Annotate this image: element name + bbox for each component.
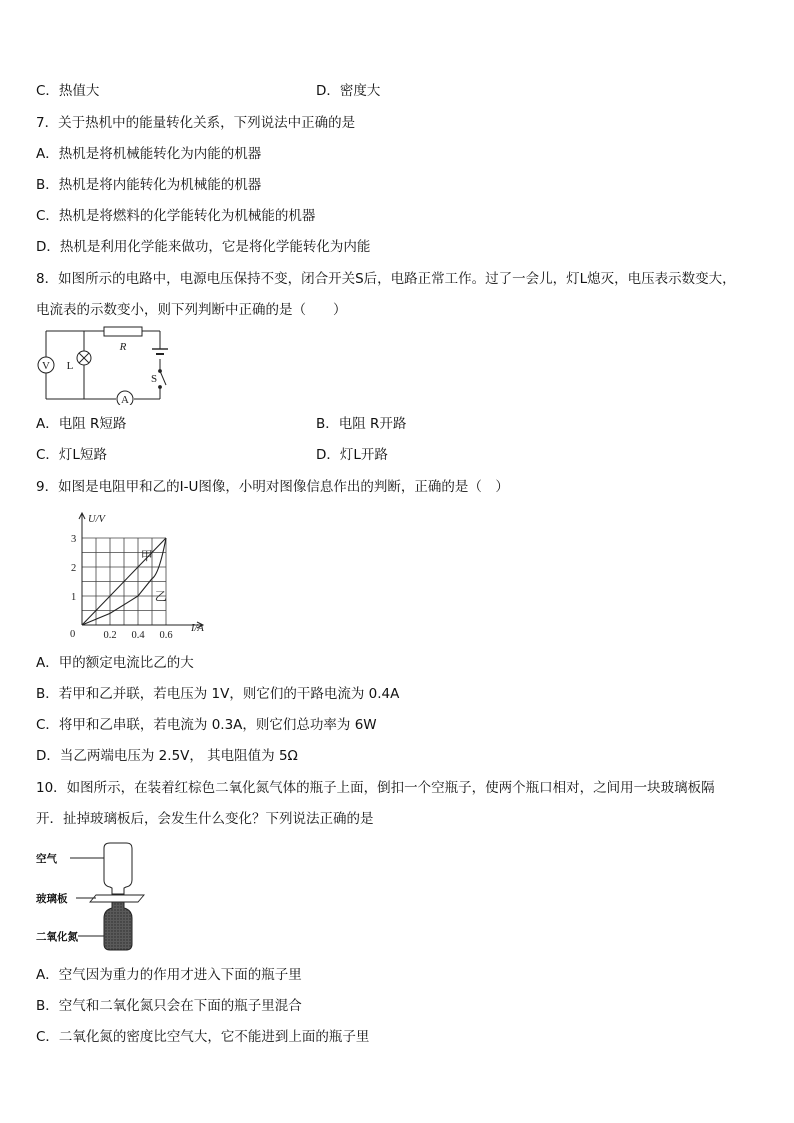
y-axis-label: U/V [88,514,105,525]
q7-option-a: A．热机是将机械能转化为内能的机器 [36,146,262,162]
upper-bottle [104,843,132,894]
glass-plate-label: 玻璃板 [36,894,68,905]
q8-stem-line2: 电流表的示数变小，则下列判断中正确的是（ ） [36,302,347,318]
q9-option-c: C．将甲和乙串联，若电流为 0.3A，则它们总功率为 6W [36,717,377,733]
series-label-yi: 乙 [154,589,167,604]
q10-option-c: C．二氧化氮的密度比空气大，它不能进到上面的瓶子里 [36,1029,370,1045]
q10-stem-line2: 开．扯掉玻璃板后，会发生什么变化？下列说法正确的是 [36,811,374,827]
air-label: 空气 [36,854,57,865]
q9-option-b: B．若甲和乙并联，若电压为 1V，则它们的干路电流为 0.4A [36,686,400,702]
switch-label: S [150,373,158,385]
q6-option-d: D．密度大 [316,83,381,99]
origin-label: 0 [70,629,76,640]
x-tick-label: 0.4 [131,630,145,640]
q8-option-b: B．电阻 R开路 [316,416,407,432]
q7-option-d: D．热机是利用化学能来做功，它是将化学能转化为内能 [36,239,371,255]
series-label-jia: 甲 [140,548,153,563]
q8-option-d: D．灯L开路 [316,447,388,463]
q9-option-a: A．甲的额定电流比乙的大 [36,655,194,671]
q10-stem-line1: 10．如图所示，在装着红棕色二氧化氮气体的瓶子上面，倒扣一个空瓶子，使两个瓶口相对，之间用一块玻璃板隔 [36,780,715,796]
voltmeter-label: V [42,360,50,372]
resistor-label: R [119,341,127,353]
y-tick-label: 3 [71,534,77,545]
q8-option-c: C．灯L短路 [36,447,107,463]
y-tick-label: 1 [71,592,77,603]
q10-option-b: B．空气和二氧化氮只会在下面的瓶子里混合 [36,998,302,1014]
lower-bottle [104,902,132,950]
lamp-label: L [66,360,74,372]
q10-option-a: A．空气因为重力的作用才进入下面的瓶子里 [36,967,302,983]
q8-circuit-diagram [34,325,174,405]
y-tick-label: 2 [71,563,77,574]
no2-label: 二氧化氮 [36,932,78,943]
x-axis-label: I/A [191,623,204,634]
glass-plate [90,895,144,902]
q10-bottles-figure [36,840,166,955]
q7-stem: 7．关于热机中的能量转化关系，下列说法中正确的是 [36,115,356,131]
q9-iu-graph [60,508,220,640]
q7-option-b: B．热机是将内能转化为机械能的机器 [36,177,262,193]
ammeter-label: A [121,394,129,405]
q8-option-a: A．电阻 R短路 [36,416,127,432]
q8-stem-line1: 8．如图所示的电路中，电源电压保持不变，闭合开关S后，电路正常工作。过了一会儿，灯L熄灭，电压表示数变大， [36,271,736,287]
resistor-symbol [104,327,142,336]
q7-option-c: C．热机是将燃料的化学能转化为机械能的机器 [36,208,316,224]
q9-stem: 9．如图是电阻甲和乙的I-U图像，小明对图像信息作出的判断，正确的是（ ） [36,479,509,495]
q6-option-c: C．热值大 [36,83,100,99]
x-tick-label: 0.6 [159,630,173,640]
x-tick-label: 0.2 [103,630,117,640]
q9-option-d: D．当乙两端电压为 2.5V， 其电阻值为 5Ω [36,748,298,764]
